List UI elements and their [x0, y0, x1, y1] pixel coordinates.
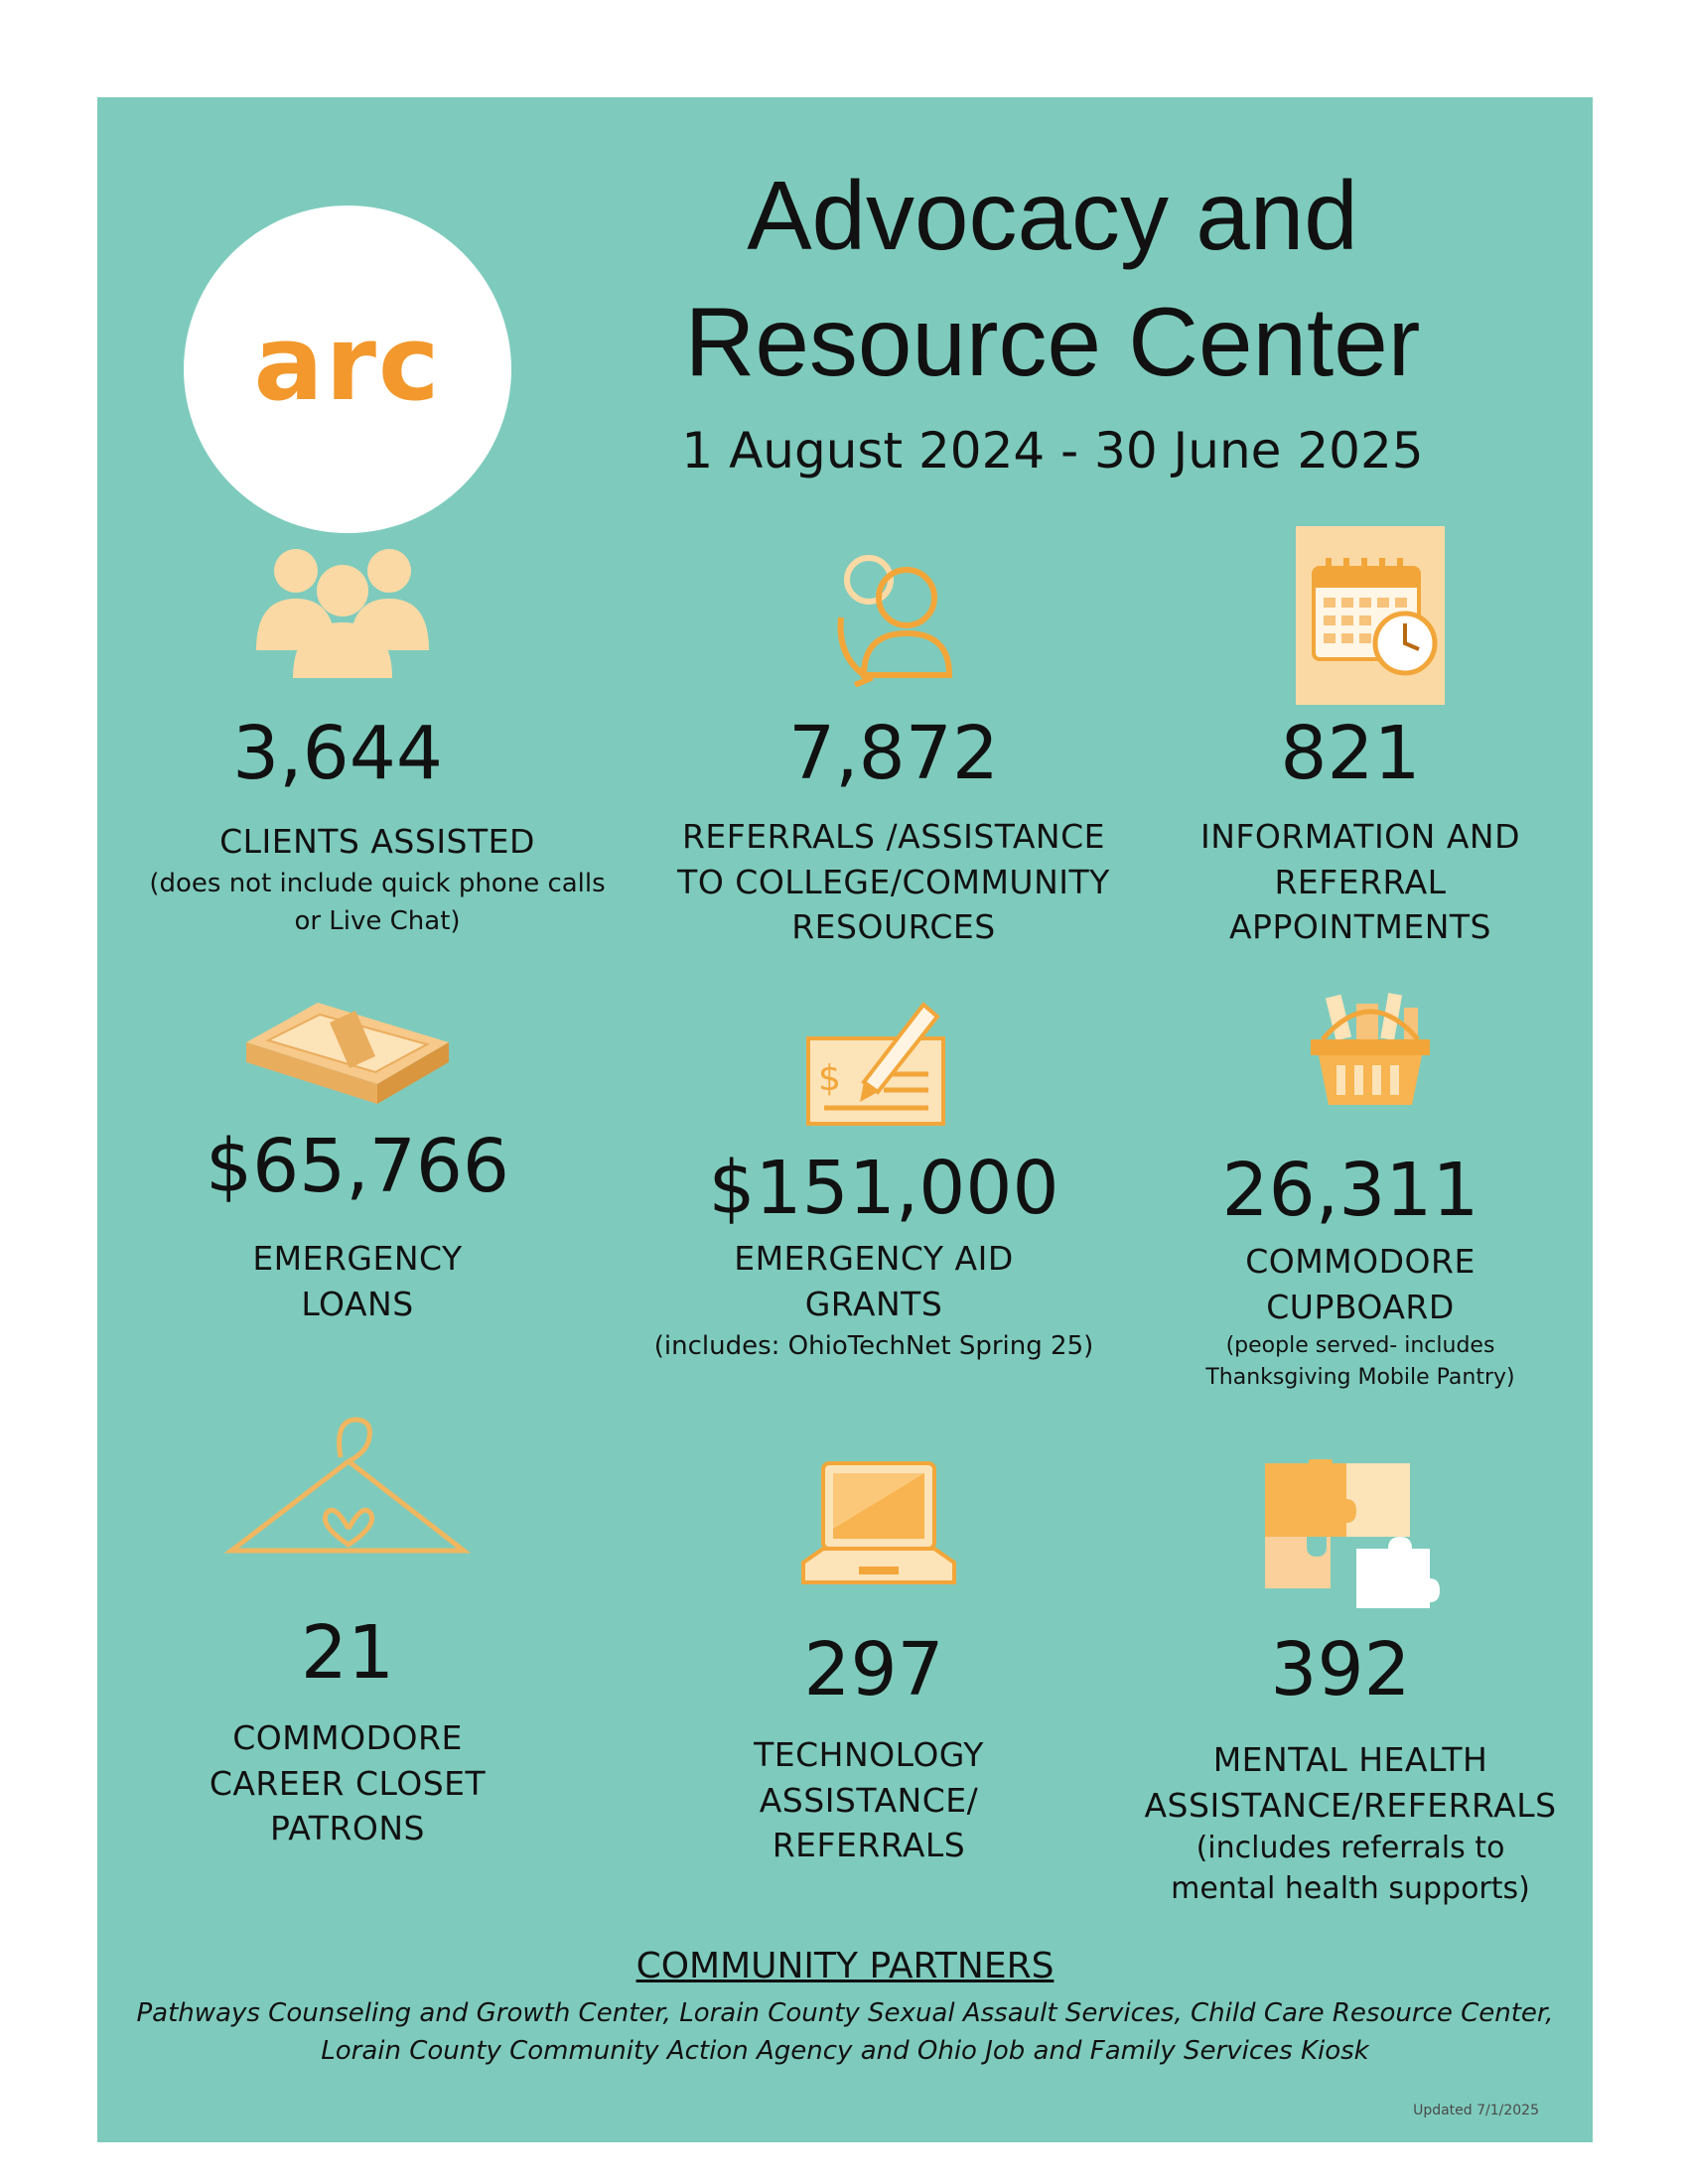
calendar-clock-icon	[1296, 526, 1445, 705]
updated-date: Updated 7/1/2025	[1413, 2103, 1539, 2118]
stat-label-cupboard: COMMODORE CUPBOARD	[1245, 1242, 1476, 1326]
stat-value-appointments: 821	[1280, 711, 1421, 796]
stat-value-grants: $151,000	[708, 1146, 1059, 1231]
money-stack-icon	[238, 993, 457, 1112]
hanger-heart-icon	[223, 1412, 472, 1570]
stat-value-loans: $65,766	[205, 1124, 509, 1209]
date-range: 1 August 2024 - 30 June 2025	[681, 422, 1424, 479]
referral-person-icon	[819, 548, 968, 687]
stat-label-closet: COMMODORE CAREER CLOSET PATRONS	[209, 1718, 487, 1848]
stat-label-mental-health: MENTAL HEALTH ASSISTANCE/REFERRALS	[1144, 1740, 1557, 1825]
stat-value-closet: 21	[300, 1610, 395, 1696]
puzzle-pieces-icon	[1261, 1459, 1440, 1608]
grocery-basket-icon	[1301, 988, 1440, 1117]
stat-value-cupboard: 26,311	[1221, 1148, 1479, 1233]
stat-note-clients: (does not include quick phone calls or Live Chat)	[149, 869, 606, 936]
people-group-icon	[248, 541, 437, 680]
community-partners-list: Pathways Counseling and Growth Center, Lorain County Sexual Assault Services, Child Care Resource Center, Lorain County Community Action Agency and Ohio Job and Family Services Kiosk	[136, 1998, 1554, 2066]
stat-value-clients: 3,644	[232, 711, 443, 796]
stat-label-clients: CLIENTS ASSISTED	[219, 822, 535, 861]
page-title-line1: Advocacy and	[747, 161, 1358, 270]
svg-text:$: $	[818, 1058, 841, 1099]
stat-note-cupboard: (people served- includes Thanksgiving Mobile Pantry)	[1205, 1333, 1515, 1390]
stat-label-loans: EMERGENCY LOANS	[252, 1239, 463, 1323]
logo-text: arc	[253, 303, 442, 424]
community-partners-heading: COMMUNITY PARTNERS	[635, 1946, 1055, 1986]
stat-label-referrals: REFERRALS /ASSISTANCE TO COLLEGE/COMMUNITY RESOURCES	[677, 817, 1110, 947]
arc-logo	[184, 205, 511, 533]
check-pen-icon	[804, 995, 953, 1129]
stat-label-grants: EMERGENCY AID GRANTS	[734, 1239, 1014, 1323]
stat-note-mental-health: (includes referrals to mental health supports)	[1171, 1831, 1530, 1906]
stat-label-appointments: INFORMATION AND REFERRAL APPOINTMENTS	[1200, 817, 1520, 947]
laptop-icon	[799, 1459, 958, 1598]
stat-value-mental-health: 392	[1270, 1627, 1411, 1712]
stat-note-grants: (includes: OhioTechNet Spring 25)	[653, 1331, 1094, 1361]
stat-label-technology: TECHNOLOGY ASSISTANCE/ REFERRALS	[754, 1735, 984, 1865]
stat-value-technology: 297	[803, 1627, 944, 1712]
stat-value-referrals: 7,872	[788, 711, 999, 796]
page-title-line2: Resource Center	[684, 287, 1421, 396]
